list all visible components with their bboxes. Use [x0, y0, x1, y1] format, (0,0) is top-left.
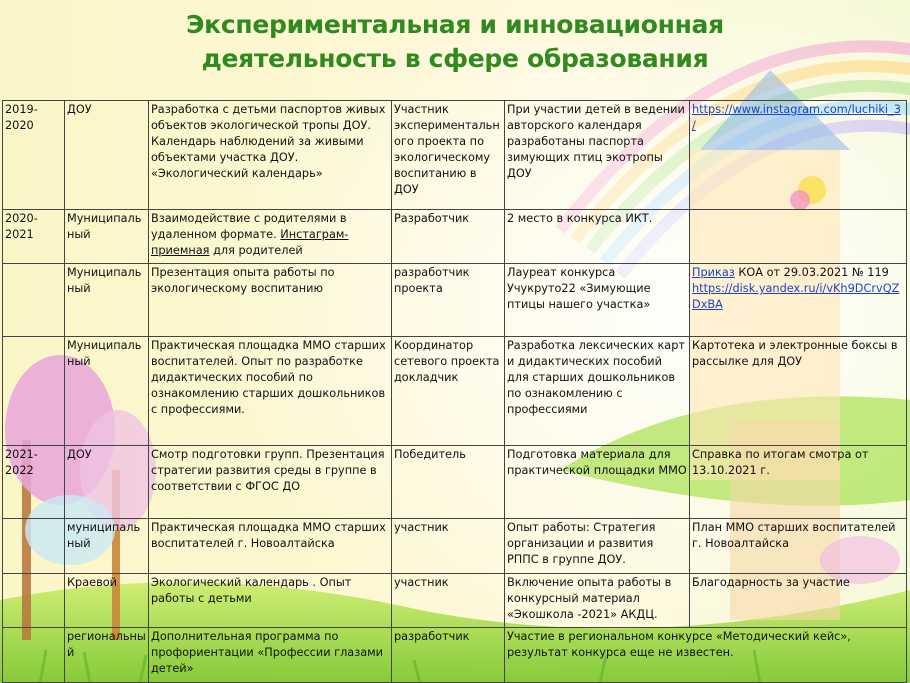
cell-result: Лауреат конкурса Учукруто22 «Зимующие птицы нашего участка» — [505, 264, 690, 337]
cell-role: участник — [392, 519, 505, 574]
cell-year — [3, 628, 65, 683]
order-text: КОА от 29.03.2021 № 119 — [734, 266, 889, 279]
cell-activity: Смотр подготовки групп. Презентация стратегии развития среды в группе в соответствии с ФГОС ДО — [149, 446, 392, 519]
cell-result: Включение опыта работы в конкурсный материал «Экошкола -2021» АКДЦ. — [505, 574, 690, 628]
cell-activity: Экологический календарь . Опыт работы с детьми — [149, 574, 392, 628]
cell-activity: Разработка с детьми паспортов живых объектов экологической тропы ДОУ. Календарь наблюдений за живыми объектами участка ДОУ. «Экологический календарь» — [149, 101, 392, 210]
activity-text: Взаимодействие с родителями в удаленном формате. — [151, 212, 347, 241]
cell-role: Координатор сетевого проекта докладчик — [392, 337, 505, 446]
cell-role: разработчик проекта — [392, 264, 505, 337]
table-row — [3, 337, 907, 446]
table-row — [3, 210, 907, 264]
table-row — [3, 574, 907, 628]
cell-level: ДОУ — [65, 101, 149, 210]
cell-activity: Практическая площадка ММО старших воспитателей. Опыт по разработке дидактических пособий по ознакомлению старших дошкольников с профессиями. — [149, 337, 392, 446]
cell-level: ДОУ — [65, 446, 149, 519]
activity-text-end: для родителей — [209, 244, 303, 257]
cell-link — [690, 101, 907, 210]
cell-activity: Практическая площадка ММО старших воспитателей г. Новоалтайска — [149, 519, 392, 574]
cell-link: Картотека и электронные боксы в рассылке для ДОУ — [690, 337, 907, 446]
cell-year — [3, 519, 65, 574]
cell-result: 2 место в конкурса ИКТ. — [505, 210, 690, 264]
title-line-1: Экспериментальная и инновационная — [186, 10, 724, 39]
cell-year — [3, 264, 65, 337]
table-row — [3, 446, 907, 519]
cell-activity: Дополнительная программа по профориентации «Профессии глазами детей» — [149, 628, 392, 683]
cell-role: участник — [392, 574, 505, 628]
cell-result: При участии детей в ведении авторского календаря разработаны паспорта зимующих птиц экотропы ДОУ — [505, 101, 690, 210]
title-line-2: деятельность в сфере образования — [201, 44, 709, 73]
cell-level: Муниципальный — [65, 337, 149, 446]
cell-role: Победитель — [392, 446, 505, 519]
activity-table — [2, 100, 907, 683]
cell-year — [3, 574, 65, 628]
instagram-link[interactable]: https://www.instagram.com/luchiki_3/ — [692, 103, 901, 132]
cell-year: 2020-2021 — [3, 210, 65, 264]
cell-level: региональный — [65, 628, 149, 683]
cell-level: Краевой — [65, 574, 149, 628]
cell-link: Благодарность за участие — [690, 574, 907, 628]
cell-link — [690, 210, 907, 264]
instagram-reception-text: Инстаграм-приемная — [151, 228, 349, 257]
cell-role: разработчик — [392, 628, 505, 683]
cell-year: 2021-2022 — [3, 446, 65, 519]
cell-level: Муниципальный — [65, 210, 149, 264]
cell-activity — [149, 210, 392, 264]
cell-year — [3, 337, 65, 446]
table-row — [3, 101, 907, 210]
page-title — [0, 8, 910, 76]
cell-result: Опыт работы: Стратегия организации и развития РППС в группе ДОУ. — [505, 519, 690, 574]
cell-link — [690, 264, 907, 337]
cell-year: 2019-2020 — [3, 101, 65, 210]
cell-activity: Презентация опыта работы по экологическому воспитанию — [149, 264, 392, 337]
cell-result: Участие в региональном конкурсе «Методический кейс», результат конкурса еще не известен. — [505, 628, 907, 683]
yandex-disk-link[interactable]: https://disk.yandex.ru/i/vKh9DCrvQZDxBA — [692, 282, 900, 311]
cell-result: Разработка лексических карт и дидактических пособий для старших дошкольников по ознакомлению с профессиями — [505, 337, 690, 446]
cell-result: Подготовка материала для практической площадки ММО — [505, 446, 690, 519]
cell-level: муниципальный — [65, 519, 149, 574]
table-row — [3, 628, 907, 683]
table-row — [3, 264, 907, 337]
cell-role: Участник экспериментального проекта по экологическому воспитанию в ДОУ — [392, 101, 505, 210]
cell-link: Справка по итогам смотра от 13.10.2021 г. — [690, 446, 907, 519]
order-link[interactable]: Приказ — [692, 266, 735, 279]
table-row — [3, 519, 907, 574]
cell-level: Муниципальный — [65, 264, 149, 337]
cell-role: Разработчик — [392, 210, 505, 264]
cell-link: План ММО старших воспитателей г. Новоалтайска — [690, 519, 907, 574]
